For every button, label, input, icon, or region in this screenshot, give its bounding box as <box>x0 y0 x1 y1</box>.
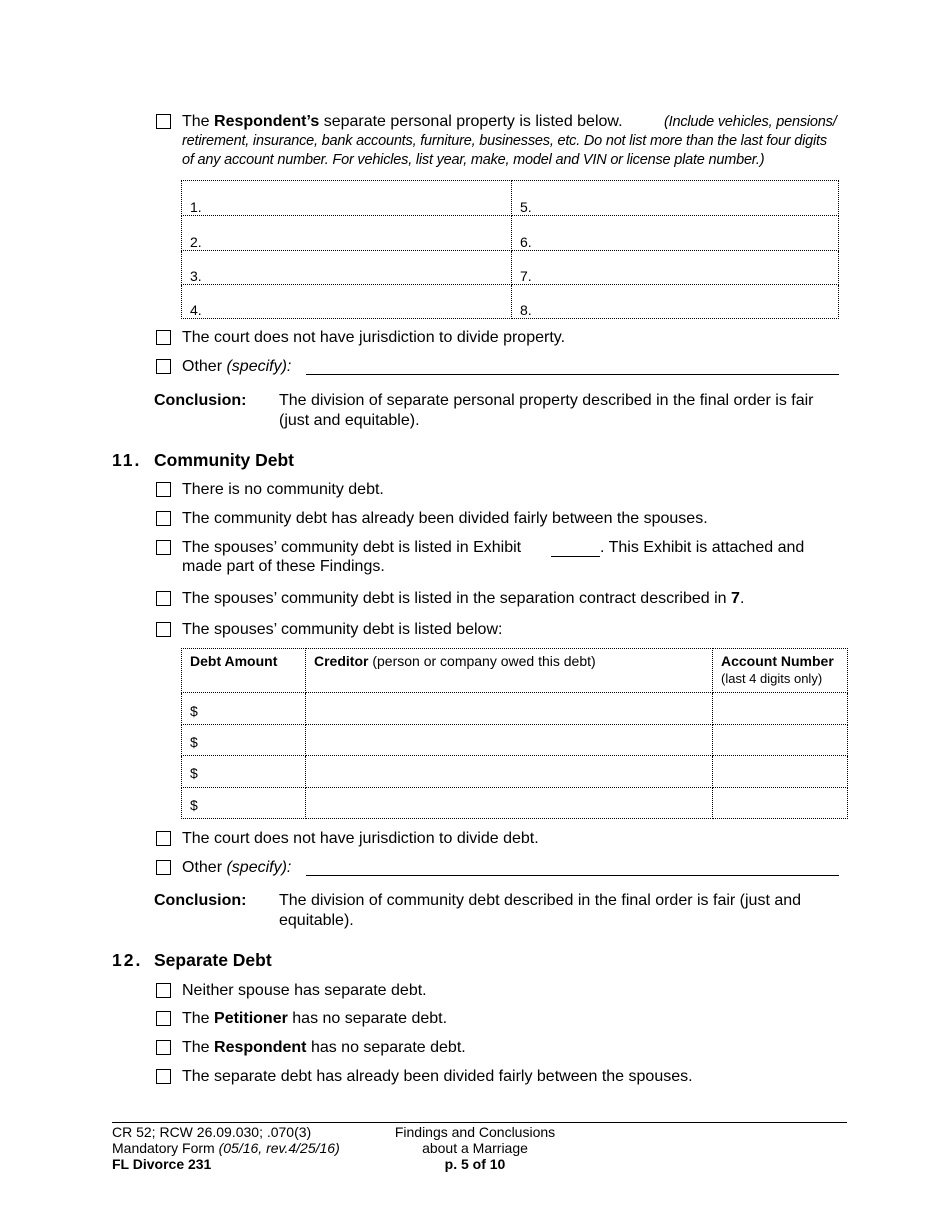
debt-amount-cell[interactable]: $ <box>182 725 306 756</box>
property-cell[interactable]: 1. <box>182 181 512 216</box>
section-number: 12. <box>112 950 143 970</box>
creditor-header: Creditor (person or company owed this debt) <box>306 649 713 693</box>
respondent-property-table <box>181 180 839 319</box>
footer-center <box>375 1124 575 1172</box>
debt-separation-contract-checkbox[interactable] <box>156 591 171 606</box>
debt-exhibit-text-a: The spouses’ community debt is listed in Exhibit <box>182 539 522 556</box>
footer-page-number: p. 5 of 10 <box>444 1156 506 1172</box>
debt-listed-below-checkbox[interactable] <box>156 622 171 637</box>
footer-form-id: FL Divorce 231 <box>112 1156 212 1172</box>
respondent-property-note-2: retirement, insurance, bank accounts, furniture, businesses, etc. Do not list more than the last four digits <box>182 133 827 149</box>
section-number: 11. <box>112 450 142 470</box>
exhibit-letter-input-line[interactable] <box>551 556 600 557</box>
footer-statute: CR 52; RCW 26.09.030; .070(3) <box>112 1124 312 1140</box>
account-number-header: Account Number (last 4 digits only) <box>713 649 848 693</box>
separate-debt-divided-checkbox[interactable] <box>156 1069 171 1084</box>
footer-left <box>112 1124 340 1172</box>
conclusion-label: Conclusion: <box>154 392 247 409</box>
debt-no-jurisdiction-checkbox[interactable] <box>156 831 171 846</box>
footer-title-2: about a Marriage <box>422 1140 528 1156</box>
debt-amount-header: Debt Amount <box>182 649 306 693</box>
creditor-cell[interactable] <box>306 756 713 788</box>
debt-separation-contract-label: The spouses’ community debt is listed in the separation contract described in 7. <box>182 590 745 607</box>
table-row <box>182 693 848 725</box>
property-no-jurisdiction-label: The court does not have jurisdiction to divide property. <box>182 329 566 346</box>
property-no-jurisdiction-checkbox[interactable] <box>156 330 171 345</box>
property-cell[interactable]: 4. <box>182 285 512 319</box>
table-row <box>182 788 848 819</box>
property-other-checkbox[interactable] <box>156 359 171 374</box>
debt-amount-cell[interactable]: $ <box>182 756 306 788</box>
no-community-debt-checkbox[interactable] <box>156 482 171 497</box>
footer-mandatory: Mandatory Form (05/16, rev.4/25/16) <box>112 1140 340 1156</box>
account-number-cell[interactable] <box>713 693 848 725</box>
footer-rule <box>112 1122 847 1123</box>
table-row <box>182 285 839 319</box>
debt-no-jurisdiction-label: The court does not have jurisdiction to divide debt. <box>182 830 539 847</box>
section-title: Community Debt <box>154 450 294 470</box>
table-row <box>182 756 848 788</box>
property-other-label: Other (specify): <box>182 358 292 375</box>
debt-conclusion-line1: The division of community debt described in the final order is fair (just and <box>279 892 802 909</box>
debt-amount-cell[interactable]: $ <box>182 693 306 725</box>
debt-exhibit-text-c: made part of these Findings. <box>182 558 385 575</box>
creditor-cell[interactable] <box>306 788 713 819</box>
table-row <box>182 181 839 216</box>
conclusion-text-line2: (just and equitable). <box>279 412 420 429</box>
debt-other-label: Other (specify): <box>182 859 292 876</box>
debt-exhibit-text-b: . This Exhibit is attached and <box>600 539 805 556</box>
property-cell[interactable]: 8. <box>512 285 839 319</box>
table-header-row <box>182 649 848 693</box>
footer-title-1: Findings and Conclusions <box>394 1124 556 1140</box>
respondent-property-note-3: of any account number. For vehicles, list year, make, model and VIN or license plate number.) <box>182 152 765 168</box>
section-title: Separate Debt <box>154 950 272 970</box>
table-row <box>182 216 839 251</box>
property-cell[interactable]: 7. <box>512 251 839 285</box>
property-cell[interactable]: 5. <box>512 181 839 216</box>
petitioner-no-debt-checkbox[interactable] <box>156 1011 171 1026</box>
account-number-cell[interactable] <box>713 725 848 756</box>
creditor-cell[interactable] <box>306 725 713 756</box>
neither-separate-debt-checkbox[interactable] <box>156 983 171 998</box>
respondent-property-checkbox[interactable] <box>156 114 171 129</box>
respondent-property-note-1: (Include vehicles, pensions/ <box>664 114 837 130</box>
property-cell[interactable]: 2. <box>182 216 512 251</box>
property-cell[interactable]: 6. <box>512 216 839 251</box>
debt-conclusion-line2: equitable). <box>279 912 354 929</box>
table-row <box>182 251 839 285</box>
debt-already-divided-checkbox[interactable] <box>156 511 171 526</box>
debt-conclusion-label: Conclusion: <box>154 892 247 909</box>
table-row <box>182 725 848 756</box>
community-debt-table <box>181 648 848 819</box>
account-number-cell[interactable] <box>713 788 848 819</box>
property-other-input-line[interactable] <box>306 374 839 375</box>
debt-other-checkbox[interactable] <box>156 860 171 875</box>
conclusion-text-line1: The division of separate personal property described in the final order is fair <box>279 392 814 409</box>
creditor-cell[interactable] <box>306 693 713 725</box>
separate-debt-divided-label: The separate debt has already been divided fairly between the spouses. <box>182 1068 693 1085</box>
petitioner-no-debt-label: The Petitioner has no separate debt. <box>182 1010 448 1027</box>
debt-amount-cell[interactable]: $ <box>182 788 306 819</box>
no-community-debt-label: There is no community debt. <box>182 481 384 498</box>
respondent-property-line: The Respondent’s separate personal property is listed below. <box>182 113 623 130</box>
debt-listed-below-label: The spouses’ community debt is listed below: <box>182 621 503 638</box>
debt-already-divided-label: The community debt has already been divided fairly between the spouses. <box>182 510 708 527</box>
respondent-no-debt-label: The Respondent has no separate debt. <box>182 1039 466 1056</box>
account-number-cell[interactable] <box>713 756 848 788</box>
respondent-no-debt-checkbox[interactable] <box>156 1040 171 1055</box>
debt-exhibit-checkbox[interactable] <box>156 540 171 555</box>
property-cell[interactable]: 3. <box>182 251 512 285</box>
neither-separate-debt-label: Neither spouse has separate debt. <box>182 982 427 999</box>
debt-other-input-line[interactable] <box>306 875 839 876</box>
